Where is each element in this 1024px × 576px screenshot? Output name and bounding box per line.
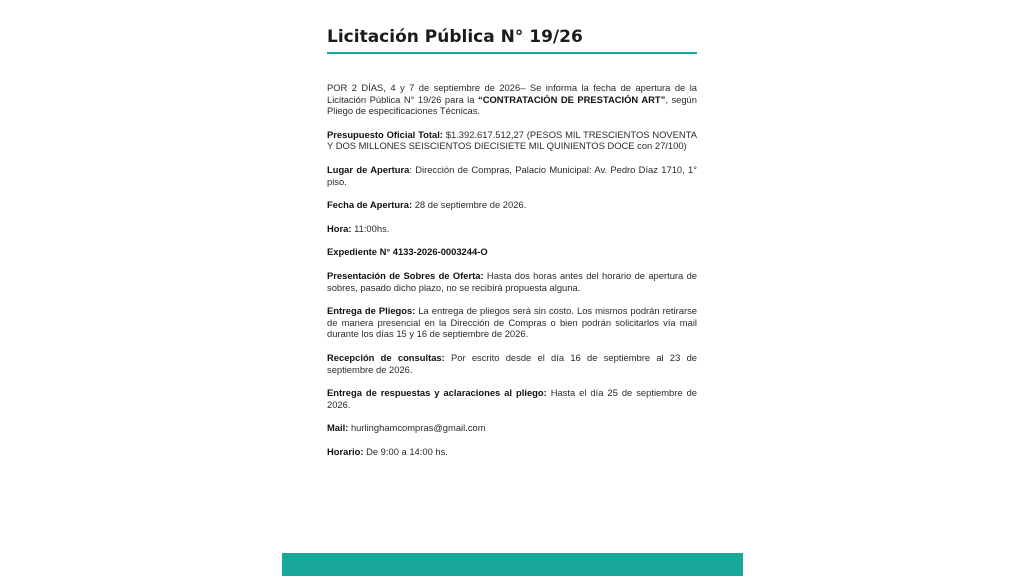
intro-highlight: “CONTRATACIÓN DE PRESTACIÓN ART” <box>478 93 666 105</box>
section-hora <box>327 223 697 235</box>
section-label: Recepción de consultas: <box>327 351 445 363</box>
section-label: Expediente N° 4133-2026-0003244-O <box>327 246 488 258</box>
section-value: La entrega de pliegos será sin costo. Los mismos podrán retirarse de manera presencial en la Dirección de Compras o bien podrán solicitarlos vía mail durante los días 15 y 16 de septiembre de 2026. <box>327 305 697 340</box>
section-lugar-apertura <box>327 164 697 187</box>
section-value: : Dirección de Compras, Palacio Municipal: Av. Pedro Díaz 1710, 1° piso. <box>327 163 697 187</box>
intro-text-before: POR 2 DÍAS, 4 y 7 de septiembre de 2026– Se informa la fecha de apertura de la Licitación Pública N° 19/26 para la <box>327 82 697 105</box>
title-underline-divider <box>327 52 697 54</box>
section-label: Entrega de respuestas y aclaraciones al pliego: <box>327 387 547 399</box>
intro-paragraph <box>327 82 697 117</box>
intro-text-after: , según Pliego de especificaciones Técnicas. <box>327 93 697 117</box>
section-entrega-respuestas <box>327 387 697 410</box>
section-fecha-apertura <box>327 199 697 211</box>
section-label: Presentación de Sobres de Oferta: <box>327 269 484 281</box>
section-value: De 9:00 a 14:00 hs. <box>363 445 448 457</box>
footer-accent-band <box>282 553 743 576</box>
section-value: $1.392.617.512,27 (PESOS MIL TRESCIENTOS NOVENTA Y DOS MILLONES SEISCIENTOS DIECISIETE MIL QUINIENTOS DOCE con 27/100) <box>327 128 697 152</box>
section-value: 11:00hs. <box>351 222 390 234</box>
section-label: Lugar de Apertura <box>327 163 410 175</box>
section-entrega-pliegos <box>327 305 697 340</box>
section-label: Entrega de Pliegos: <box>327 305 416 317</box>
section-label: Fecha de Apertura: <box>327 199 413 211</box>
section-value: 28 de septiembre de 2026. <box>412 199 527 211</box>
section-recepcion-consultas <box>327 352 697 375</box>
email-address: hurlinghamcompras@gmail.com <box>348 422 486 434</box>
section-horario <box>327 446 697 458</box>
section-label: Presupuesto Oficial Total: <box>327 128 443 140</box>
document-body <box>327 82 697 469</box>
section-label: Mail: <box>327 422 349 434</box>
section-label: Horario: <box>327 445 364 457</box>
section-value: Hasta dos horas antes del horario de apertura de sobres, pasado dicho plazo, no se recibirá propuesta alguna. <box>327 269 697 293</box>
section-label: Hora: <box>327 222 352 234</box>
section-presupuesto <box>327 129 697 152</box>
section-value: Hasta el día 25 de septiembre de 2026. <box>327 387 697 410</box>
document-title: Licitación Pública N° 19/26 <box>327 27 583 47</box>
section-mail <box>327 422 697 434</box>
section-value: Por escrito desde el día 16 de septiembre al 23 de septiembre de 2026. <box>327 351 697 375</box>
section-expediente <box>327 246 697 258</box>
section-presentacion-sobres <box>327 270 697 293</box>
